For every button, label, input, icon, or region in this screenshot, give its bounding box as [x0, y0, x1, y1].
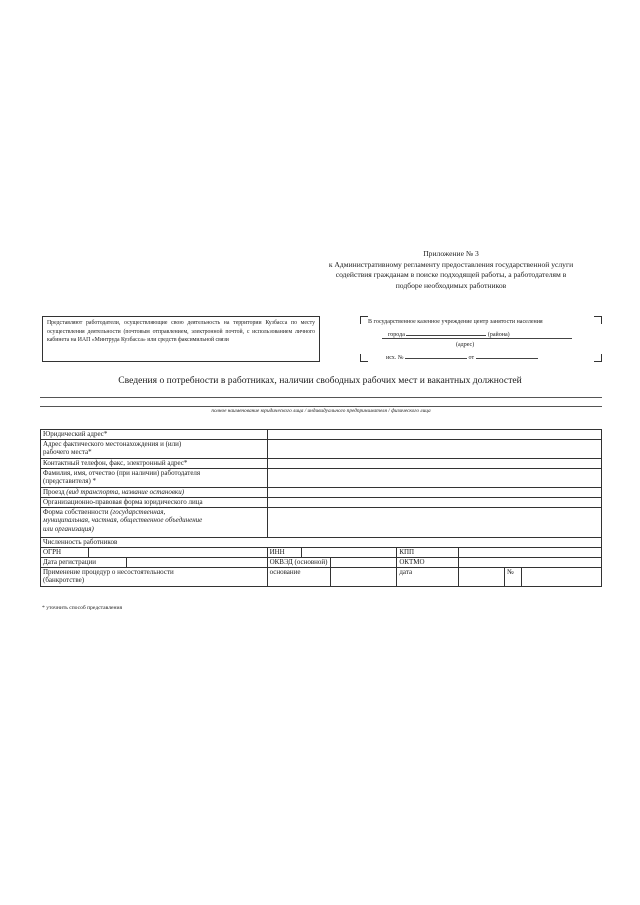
okved-label: ОКВЭД (основной): [267, 558, 331, 568]
appendix-line: к Административному регламенту предоставления государственной услуги: [328, 259, 574, 269]
table-row: [41, 488, 602, 498]
name-field-line-2[interactable]: [40, 406, 602, 407]
kpp-label: КПП: [397, 548, 459, 558]
row-label: Организационно-правовая форма юридического лица: [41, 498, 268, 508]
appendix-header: [300, 249, 602, 291]
basis-label: основание: [267, 568, 331, 587]
ogrn-field[interactable]: [88, 548, 267, 558]
row-label: Численность работников: [41, 538, 602, 548]
ref-number-field[interactable]: [405, 351, 467, 359]
row-label: [41, 488, 268, 498]
row-label-line: [43, 508, 265, 516]
corner-mark: [594, 316, 602, 324]
employer-note-text: Представляют работодатели, осуществляющие свою деятельность на территории Кузбасса по месту осуществления деятельности (почтовым отправлением, электронной почтой, с использованием личного кабинета на ИАП «Минтруда Кузбасса» или средств факсимильной связи: [47, 320, 315, 343]
table-row: [41, 568, 602, 587]
row-label: [41, 440, 268, 459]
ownership-field[interactable]: [267, 508, 601, 538]
row-label-hint: (государственная,: [110, 508, 166, 516]
employer-note-box: [42, 316, 320, 362]
city-label: города: [388, 332, 405, 338]
table-row: [41, 548, 602, 558]
date-label: дата: [397, 568, 459, 587]
kpp-field[interactable]: [459, 548, 602, 558]
ref-label: исх. №: [386, 355, 404, 361]
table-row: [41, 498, 602, 508]
table-row: [41, 538, 602, 548]
basis-field[interactable]: [331, 568, 397, 587]
row-label-hint: муниципальная, частная, общественное объединение: [43, 516, 203, 525]
legal-form-field[interactable]: [267, 498, 601, 508]
row-label: Контактный телефон, факс, электронный адрес*: [41, 459, 268, 469]
reg-date-label: Дата регистрации: [41, 558, 127, 568]
row-label-text: Форма собственности: [43, 508, 109, 516]
oktmo-label: ОКТМО: [397, 558, 459, 568]
inn-field[interactable]: [301, 548, 397, 558]
recipient-city-line: [388, 328, 510, 338]
inn-label: ИНН: [267, 548, 301, 558]
table-row: [41, 469, 602, 488]
row-label-line: Применение процедур о несостоятельности: [43, 568, 174, 576]
representative-field[interactable]: [267, 469, 601, 488]
district-label: (района): [487, 332, 510, 338]
row-label: [41, 568, 268, 587]
transport-field[interactable]: [267, 488, 601, 498]
city-field[interactable]: [406, 328, 486, 336]
name-field-line-1[interactable]: [40, 397, 602, 398]
appendix-line: содействия гражданам в поиске подходящей работы, а работодателям в: [335, 270, 567, 279]
reg-date-field[interactable]: [126, 558, 267, 568]
row-label-line: (представителя) *: [43, 477, 97, 486]
table-row: [41, 440, 602, 459]
number-field[interactable]: [522, 568, 602, 587]
row-label-line: рабочего места*: [43, 448, 92, 457]
table-row: [41, 558, 602, 568]
from-label: от: [468, 355, 475, 361]
appendix-line: Приложение № 3: [423, 249, 479, 258]
corner-mark: [360, 316, 368, 324]
ogrn-label: ОГРН: [41, 548, 89, 558]
employer-info-table: [40, 429, 602, 587]
address-label: (адрес): [456, 342, 475, 348]
number-label: №: [505, 568, 522, 587]
address-field[interactable]: [382, 338, 572, 339]
date-field[interactable]: [459, 568, 505, 587]
recipient-line: В государственное казенное учреждение центр занятости населения: [368, 319, 543, 325]
row-label: [41, 508, 268, 538]
row-label-hint: (вид транспорта, название остановки): [66, 488, 185, 496]
name-caption: полное наименование юридического лица / индивидуального предпринимателя / физического лица: [211, 408, 431, 414]
row-label-line: Фамилия, имя, отчество (при наличии) работодателя: [43, 469, 201, 477]
ref-line: [386, 351, 538, 361]
ref-date-field[interactable]: [476, 351, 538, 359]
corner-mark: [594, 354, 602, 362]
row-label: [41, 469, 268, 488]
row-label-hint: или организация): [43, 524, 94, 533]
table-row: [41, 430, 602, 440]
footnote: * уточнить способ представления: [42, 605, 123, 611]
corner-mark: [360, 354, 368, 362]
row-label: Юридический адрес*: [41, 430, 268, 440]
legal-address-field[interactable]: [267, 430, 601, 440]
row-label-text: Проезд: [43, 488, 65, 496]
appendix-line: подборе необходимых работников: [395, 280, 507, 290]
actual-address-field[interactable]: [267, 440, 601, 459]
row-label-line: (банкротстве): [43, 576, 85, 585]
oktmo-field[interactable]: [459, 558, 602, 568]
recipient-box: [360, 316, 602, 362]
contacts-field[interactable]: [267, 459, 601, 469]
form-title: Сведения о потребности в работниках, наличии свободных рабочих мест и вакантных должностей: [118, 375, 522, 386]
okved-field[interactable]: [331, 558, 397, 568]
table-row: [41, 508, 602, 538]
row-label-line: Адрес фактического местонахождения и (или): [43, 440, 182, 448]
table-row: [41, 459, 602, 469]
